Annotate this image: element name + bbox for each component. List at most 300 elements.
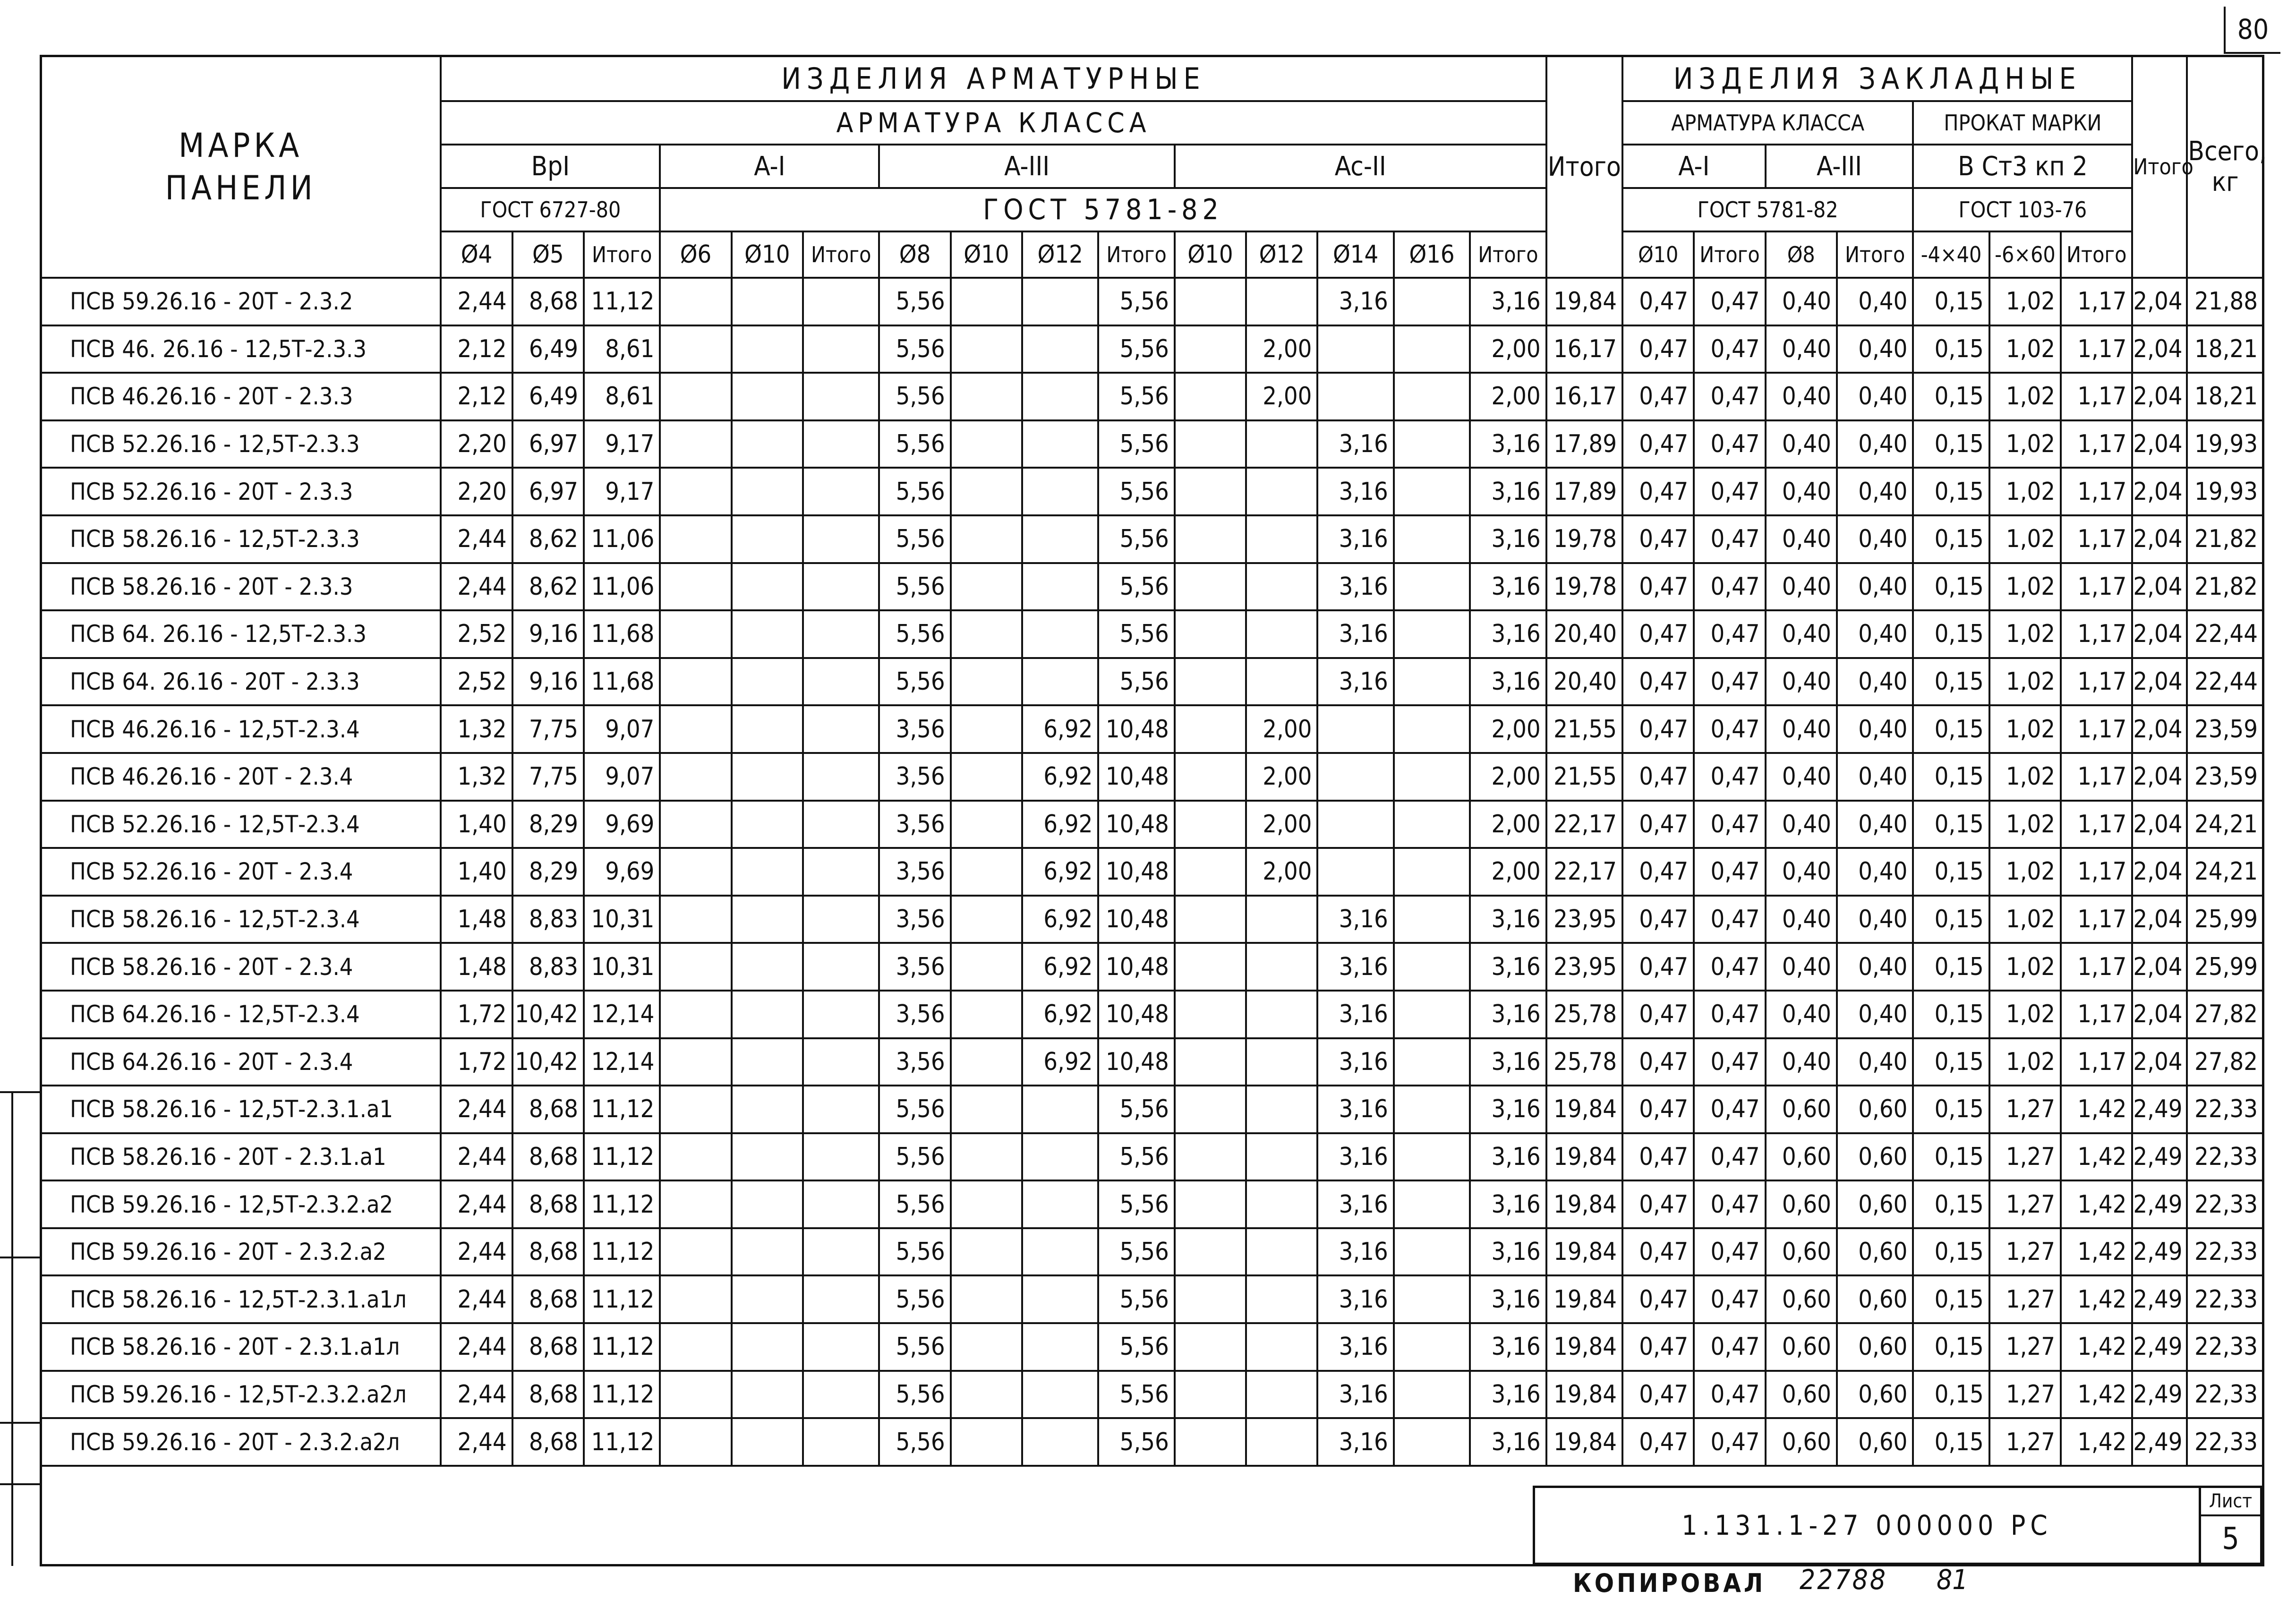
table-cell: 12,14	[584, 991, 660, 1038]
table-cell	[951, 991, 1022, 1038]
table-cell: 21,55	[1546, 705, 1622, 753]
panel-mark: ПСВ 59.26.16 - 20Т - 2.3.2.а2л	[41, 1418, 441, 1466]
table-cell	[951, 1371, 1022, 1419]
emb-class-ai: A-I	[1622, 145, 1766, 188]
table-cell: 5,56	[879, 1228, 950, 1276]
table-cell: 18,21	[2187, 373, 2263, 420]
table-cell: 0,60	[1837, 1228, 1913, 1276]
table-cell: 19,84	[1546, 1275, 1622, 1323]
table-cell	[1175, 278, 1246, 325]
table-cell: 17,89	[1546, 420, 1622, 468]
table-cell: 0,47	[1694, 658, 1765, 706]
table-cell: 0,40	[1837, 420, 1913, 468]
table-cell: 0,47	[1694, 705, 1765, 753]
table-cell	[732, 278, 803, 325]
table-cell	[732, 753, 803, 801]
table-cell	[732, 1038, 803, 1086]
emb-column-header: Ø10	[1622, 231, 1694, 278]
table-cell: 1,17	[2061, 991, 2132, 1038]
table-cell: 0,40	[1837, 658, 1913, 706]
table-cell: 0,15	[1913, 801, 1989, 848]
table-cell	[1175, 1418, 1246, 1466]
table-cell: 3,16	[1317, 563, 1393, 611]
class-ai: A-I	[660, 145, 879, 188]
table-cell: 21,82	[2187, 563, 2263, 611]
table-row	[41, 373, 2263, 420]
table-cell: 6,92	[1022, 943, 1098, 991]
panel-mark: ПСВ 59.26.16 - 20Т - 2.3.2.а2	[41, 1228, 441, 1276]
table-cell: 2,00	[1246, 801, 1317, 848]
table-cell	[1246, 515, 1317, 563]
table-cell: 1,27	[1989, 1371, 2061, 1419]
table-cell: 3,16	[1470, 515, 1546, 563]
table-cell	[1246, 943, 1317, 991]
table-cell: 22,44	[2187, 610, 2263, 658]
table-cell: 0,40	[1766, 468, 1837, 515]
panel-mark: ПСВ 52.26.16 - 12,5Т-2.3.3	[41, 420, 441, 468]
table-cell: 1,02	[1989, 1038, 2061, 1086]
class-bpi: BpI	[441, 145, 660, 188]
table-cell: 23,95	[1546, 896, 1622, 943]
table-cell: 25,78	[1546, 1038, 1622, 1086]
table-cell	[951, 943, 1022, 991]
table-cell: 0,40	[1766, 515, 1837, 563]
table-cell: 0,40	[1837, 753, 1913, 801]
table-cell: 0,15	[1913, 896, 1989, 943]
table-row	[41, 1275, 2263, 1323]
table-cell: 0,47	[1694, 373, 1765, 420]
table-cell: 0,40	[1766, 373, 1837, 420]
table-cell: 2,04	[2132, 515, 2187, 563]
table-cell: 2,44	[441, 1418, 512, 1466]
table-cell: 5,56	[1098, 1086, 1174, 1133]
table-cell	[660, 1371, 731, 1419]
table-cell	[732, 1275, 803, 1323]
table-cell: 23,95	[1546, 943, 1622, 991]
margin-tick	[0, 1257, 40, 1258]
table-cell: 5,56	[879, 420, 950, 468]
table-cell: 3,16	[1470, 991, 1546, 1038]
table-cell: 0,40	[1766, 801, 1837, 848]
table-cell	[951, 515, 1022, 563]
table-cell: 1,17	[2061, 373, 2132, 420]
table-cell: 1,27	[1989, 1133, 2061, 1181]
table-cell: 3,16	[1470, 1086, 1546, 1133]
table-cell	[803, 1038, 879, 1086]
table-cell: 2,49	[2132, 1086, 2187, 1133]
armature-group-header: ИЗДЕЛИЯ АРМАТУРНЫЕ	[441, 56, 1546, 101]
margin-tick	[0, 1091, 40, 1093]
table-cell	[1317, 325, 1393, 373]
table-cell: 1,17	[2061, 468, 2132, 515]
table-cell: 5,56	[1098, 468, 1174, 515]
table-cell: 7,75	[512, 753, 584, 801]
table-cell	[1394, 1228, 1470, 1276]
table-cell: 19,78	[1546, 563, 1622, 611]
table-cell: 2,49	[2132, 1275, 2187, 1323]
table-cell: 1,40	[441, 848, 512, 896]
table-cell: 1,02	[1989, 420, 2061, 468]
table-cell: 5,56	[879, 1275, 950, 1323]
table-cell: 1,02	[1989, 753, 2061, 801]
table-cell: 0,40	[1837, 943, 1913, 991]
table-cell: 2,49	[2132, 1228, 2187, 1276]
table-cell: 1,02	[1989, 278, 2061, 325]
table-cell: 0,47	[1694, 1180, 1765, 1228]
table-cell: 0,40	[1837, 515, 1913, 563]
table-cell: 19,78	[1546, 515, 1622, 563]
table-row	[41, 1133, 2263, 1181]
panel-mark: ПСВ 52.26.16 - 20Т - 2.3.4	[41, 848, 441, 896]
table-cell: 2,49	[2132, 1323, 2187, 1371]
table-cell: 5,56	[1098, 1133, 1174, 1181]
table-cell: 0,40	[1837, 373, 1913, 420]
table-row	[41, 705, 2263, 753]
column-header: Ø5	[512, 231, 584, 278]
table-cell	[1246, 658, 1317, 706]
table-cell: 16,17	[1546, 325, 1622, 373]
table-cell: 2,04	[2132, 896, 2187, 943]
table-cell: 0,47	[1622, 1038, 1694, 1086]
table-cell	[803, 991, 879, 1038]
panel-mark: ПСВ 58.26.16 - 12,5Т-2.3.4	[41, 896, 441, 943]
table-cell: 1,27	[1989, 1418, 2061, 1466]
table-cell: 0,47	[1694, 1371, 1765, 1419]
table-cell: 0,47	[1694, 563, 1765, 611]
table-cell	[660, 1275, 731, 1323]
table-cell: 8,68	[512, 1323, 584, 1371]
table-cell: 11,12	[584, 1418, 660, 1466]
table-cell: 2,00	[1246, 753, 1317, 801]
table-cell	[1246, 1228, 1317, 1276]
table-cell: 1,17	[2061, 610, 2132, 658]
table-cell: 0,15	[1913, 420, 1989, 468]
table-cell: 3,16	[1470, 1323, 1546, 1371]
table-cell	[1246, 563, 1317, 611]
table-cell: 5,56	[1098, 515, 1174, 563]
table-cell	[803, 563, 879, 611]
table-cell: 0,15	[1913, 468, 1989, 515]
table-cell: 0,40	[1766, 1038, 1837, 1086]
table-cell: 0,15	[1913, 1228, 1989, 1276]
table-row	[41, 563, 2263, 611]
table-cell: 3,16	[1470, 1371, 1546, 1419]
table-cell: 5,56	[879, 278, 950, 325]
table-cell	[951, 658, 1022, 706]
table-cell: 0,40	[1766, 848, 1837, 896]
panel-mark: ПСВ 46.26.16 - 20Т - 2.3.4	[41, 753, 441, 801]
title-block-code: 1.131.1-27 000000 РС	[1533, 1486, 2201, 1565]
table-cell: 0,60	[1837, 1418, 1913, 1466]
table-cell: 27,82	[2187, 991, 2263, 1038]
column-header: Ø10	[951, 231, 1022, 278]
table-cell: 8,68	[512, 1133, 584, 1181]
table-cell: 11,68	[584, 610, 660, 658]
table-cell: 11,12	[584, 1371, 660, 1419]
gost-main: ГОСТ 5781-82	[660, 188, 1546, 231]
column-header: Итого	[584, 231, 660, 278]
copy-year: 81	[1937, 1564, 1968, 1596]
table-cell: 1,17	[2061, 420, 2132, 468]
table-cell	[1175, 991, 1246, 1038]
table-cell: 1,27	[1989, 1180, 2061, 1228]
table-cell	[803, 1086, 879, 1133]
table-cell: 0,15	[1913, 1275, 1989, 1323]
table-cell: 0,47	[1694, 1086, 1765, 1133]
table-cell: 23,59	[2187, 753, 2263, 801]
table-cell: 1,17	[2061, 563, 2132, 611]
table-cell: 22,33	[2187, 1180, 2263, 1228]
table-cell: 2,44	[441, 1275, 512, 1323]
table-cell: 20,40	[1546, 658, 1622, 706]
table-cell: 5,56	[879, 468, 950, 515]
table-cell	[1175, 753, 1246, 801]
table-cell: 0,47	[1694, 753, 1765, 801]
table-cell: 1,17	[2061, 801, 2132, 848]
panel-mark: ПСВ 59.26.16 - 12,5Т-2.3.2.а2	[41, 1180, 441, 1228]
table-cell: 19,84	[1546, 1086, 1622, 1133]
table-cell: 8,62	[512, 515, 584, 563]
table-cell: 8,83	[512, 896, 584, 943]
table-cell	[660, 325, 731, 373]
table-cell: 19,84	[1546, 278, 1622, 325]
table-row	[41, 801, 2263, 848]
table-cell	[1022, 1323, 1098, 1371]
table-cell: 5,56	[879, 1086, 950, 1133]
table-cell: 6,49	[512, 325, 584, 373]
table-cell: 3,16	[1317, 278, 1393, 325]
table-cell	[1246, 1323, 1317, 1371]
table-cell: 25,78	[1546, 991, 1622, 1038]
table-cell	[1246, 1180, 1317, 1228]
table-cell	[1175, 563, 1246, 611]
table-cell: 25,99	[2187, 896, 2263, 943]
table-cell	[803, 1180, 879, 1228]
table-cell: 2,49	[2132, 1133, 2187, 1181]
table-cell: 9,07	[584, 705, 660, 753]
panel-mark: ПСВ 58.26.16 - 20Т - 2.3.3	[41, 563, 441, 611]
table-cell: 5,56	[879, 563, 950, 611]
table-cell	[1175, 1038, 1246, 1086]
table-cell: 8,68	[512, 1275, 584, 1323]
table-cell: 5,56	[1098, 1323, 1174, 1371]
table-cell: 3,16	[1470, 943, 1546, 991]
table-cell: 0,40	[1766, 753, 1837, 801]
table-cell	[951, 1228, 1022, 1276]
table-cell	[803, 1371, 879, 1419]
column-header: Ø12	[1246, 231, 1317, 278]
table-cell: 0,47	[1694, 420, 1765, 468]
table-cell	[951, 1418, 1022, 1466]
table-cell: 1,72	[441, 1038, 512, 1086]
table-cell: 6,92	[1022, 753, 1098, 801]
table-cell	[1022, 1228, 1098, 1276]
column-header: Итого	[803, 231, 879, 278]
table-row	[41, 943, 2263, 991]
table-cell: 0,47	[1622, 1323, 1694, 1371]
panel-mark: ПСВ 59.26.16 - 20Т - 2.3.2	[41, 278, 441, 325]
table-row	[41, 1323, 2263, 1371]
table-cell: 8,29	[512, 801, 584, 848]
table-cell	[1394, 943, 1470, 991]
table-cell: 2,00	[1470, 373, 1546, 420]
table-cell: 0,60	[1766, 1180, 1837, 1228]
table-cell	[803, 373, 879, 420]
table-cell	[732, 1228, 803, 1276]
table-cell: 10,31	[584, 896, 660, 943]
table-cell: 22,33	[2187, 1086, 2263, 1133]
sheet-number: 5	[2222, 1522, 2239, 1556]
panel-mark: ПСВ 64.26.16 - 12,5Т-2.3.4	[41, 991, 441, 1038]
column-header: Ø14	[1317, 231, 1393, 278]
table-cell	[732, 1371, 803, 1419]
table-cell: 0,15	[1913, 705, 1989, 753]
table-cell: 19,84	[1546, 1418, 1622, 1466]
table-cell: 0,47	[1622, 658, 1694, 706]
table-cell	[660, 278, 731, 325]
table-cell	[951, 325, 1022, 373]
table-cell: 0,47	[1622, 1133, 1694, 1181]
table-cell: 2,49	[2132, 1418, 2187, 1466]
table-cell: 0,40	[1837, 705, 1913, 753]
table-cell: 8,68	[512, 1418, 584, 1466]
table-cell: 11,68	[584, 658, 660, 706]
table-cell: 0,15	[1913, 373, 1989, 420]
table-cell: 2,04	[2132, 468, 2187, 515]
table-cell: 19,84	[1546, 1180, 1622, 1228]
table-cell: 22,44	[2187, 658, 2263, 706]
panel-mark: ПСВ 58.26.16 - 20Т - 2.3.4	[41, 943, 441, 991]
emb-gost: ГОСТ 5781-82	[1622, 188, 1913, 231]
table-cell: 16,17	[1546, 373, 1622, 420]
table-cell: 9,16	[512, 610, 584, 658]
table-cell: 3,16	[1470, 658, 1546, 706]
table-cell	[1022, 373, 1098, 420]
table-cell	[1175, 325, 1246, 373]
table-cell	[1175, 468, 1246, 515]
panel-mark: ПСВ 58.26.16 - 12,5Т-2.3.1.а1	[41, 1086, 441, 1133]
table-cell: 11,12	[584, 1228, 660, 1276]
table-cell: 5,56	[1098, 563, 1174, 611]
table-cell: 0,15	[1913, 943, 1989, 991]
table-cell: 0,47	[1622, 468, 1694, 515]
table-cell: 3,16	[1470, 1275, 1546, 1323]
table-cell	[803, 753, 879, 801]
table-cell	[1394, 515, 1470, 563]
table-cell: 3,56	[879, 896, 950, 943]
table-cell	[1394, 1371, 1470, 1419]
panel-mark: ПСВ 52.26.16 - 12,5Т-2.3.4	[41, 801, 441, 848]
table-cell: 0,47	[1694, 1418, 1765, 1466]
table-cell: 1,17	[2061, 896, 2132, 943]
table-cell: 1,32	[441, 705, 512, 753]
table-cell	[1246, 278, 1317, 325]
table-cell: 2,04	[2132, 563, 2187, 611]
table-cell	[1394, 610, 1470, 658]
mark-subtitle: ПАНЕЛИ	[165, 169, 316, 207]
table-cell	[660, 515, 731, 563]
table-cell	[1394, 1133, 1470, 1181]
table-cell	[1317, 848, 1393, 896]
panel-mark: ПСВ 64.26.16 - 20Т - 2.3.4	[41, 1038, 441, 1086]
table-cell: 1,27	[1989, 1275, 2061, 1323]
table-cell: 11,12	[584, 1180, 660, 1228]
table-cell: 19,84	[1546, 1371, 1622, 1419]
table-cell: 10,48	[1098, 753, 1174, 801]
table-cell	[803, 1228, 879, 1276]
table-cell	[1394, 1418, 1470, 1466]
table-cell: 3,16	[1317, 658, 1393, 706]
table-cell: 1,42	[2061, 1086, 2132, 1133]
panel-mark: ПСВ 46. 26.16 - 12,5Т-2.3.3	[41, 325, 441, 373]
table-cell: 2,04	[2132, 753, 2187, 801]
table-cell	[1317, 801, 1393, 848]
table-cell: 10,48	[1098, 801, 1174, 848]
table-cell: 3,16	[1317, 943, 1393, 991]
table-cell: 3,16	[1317, 1133, 1393, 1181]
table-cell: 0,15	[1913, 1086, 1989, 1133]
table-cell: 2,44	[441, 1323, 512, 1371]
table-cell: 2,00	[1246, 373, 1317, 420]
table-cell: 1,02	[1989, 563, 2061, 611]
table-row	[41, 658, 2263, 706]
table-cell	[803, 1275, 879, 1323]
table-cell: 11,06	[584, 515, 660, 563]
table-row	[41, 420, 2263, 468]
table-cell: 0,60	[1837, 1323, 1913, 1371]
armature-class-header: АРМАТУРА КЛАССА	[441, 101, 1546, 145]
table-cell	[660, 610, 731, 658]
panel-mark: ПСВ 58.26.16 - 12,5Т-2.3.1.а1л	[41, 1275, 441, 1323]
table-cell: 2,04	[2132, 658, 2187, 706]
table-cell: 0,47	[1622, 1228, 1694, 1276]
table-cell: 5,56	[1098, 1180, 1174, 1228]
table-cell: 19,84	[1546, 1228, 1622, 1276]
table-cell	[951, 1275, 1022, 1323]
table-cell: 1,72	[441, 991, 512, 1038]
table-cell: 0,15	[1913, 848, 1989, 896]
emb-gost-prokat: ГОСТ 103-76	[1913, 188, 2132, 231]
table-cell: 0,40	[1766, 325, 1837, 373]
table-cell: 17,89	[1546, 468, 1622, 515]
margin-tick	[0, 1483, 40, 1485]
table-cell: 11,12	[584, 278, 660, 325]
table-cell: 11,12	[584, 1133, 660, 1181]
table-cell: 3,16	[1317, 1323, 1393, 1371]
table-cell: 1,17	[2061, 325, 2132, 373]
table-cell: 0,47	[1622, 848, 1694, 896]
table-cell: 6,49	[512, 373, 584, 420]
table-cell: 0,47	[1694, 468, 1765, 515]
table-cell: 5,56	[1098, 658, 1174, 706]
table-cell: 0,40	[1837, 991, 1913, 1038]
table-cell: 1,17	[2061, 278, 2132, 325]
table-cell: 0,47	[1694, 896, 1765, 943]
table-cell: 19,84	[1546, 1133, 1622, 1181]
table-cell: 0,47	[1694, 943, 1765, 991]
table-cell: 6,97	[512, 468, 584, 515]
table-cell	[1175, 658, 1246, 706]
table-cell: 2,44	[441, 515, 512, 563]
table-cell: 3,56	[879, 1038, 950, 1086]
table-cell: 0,47	[1622, 1418, 1694, 1466]
table-row	[41, 325, 2263, 373]
table-cell: 5,56	[879, 1180, 950, 1228]
table-cell: 1,42	[2061, 1371, 2132, 1419]
table-cell: 9,07	[584, 753, 660, 801]
column-header: Ø16	[1394, 231, 1470, 278]
table-cell: 1,02	[1989, 896, 2061, 943]
